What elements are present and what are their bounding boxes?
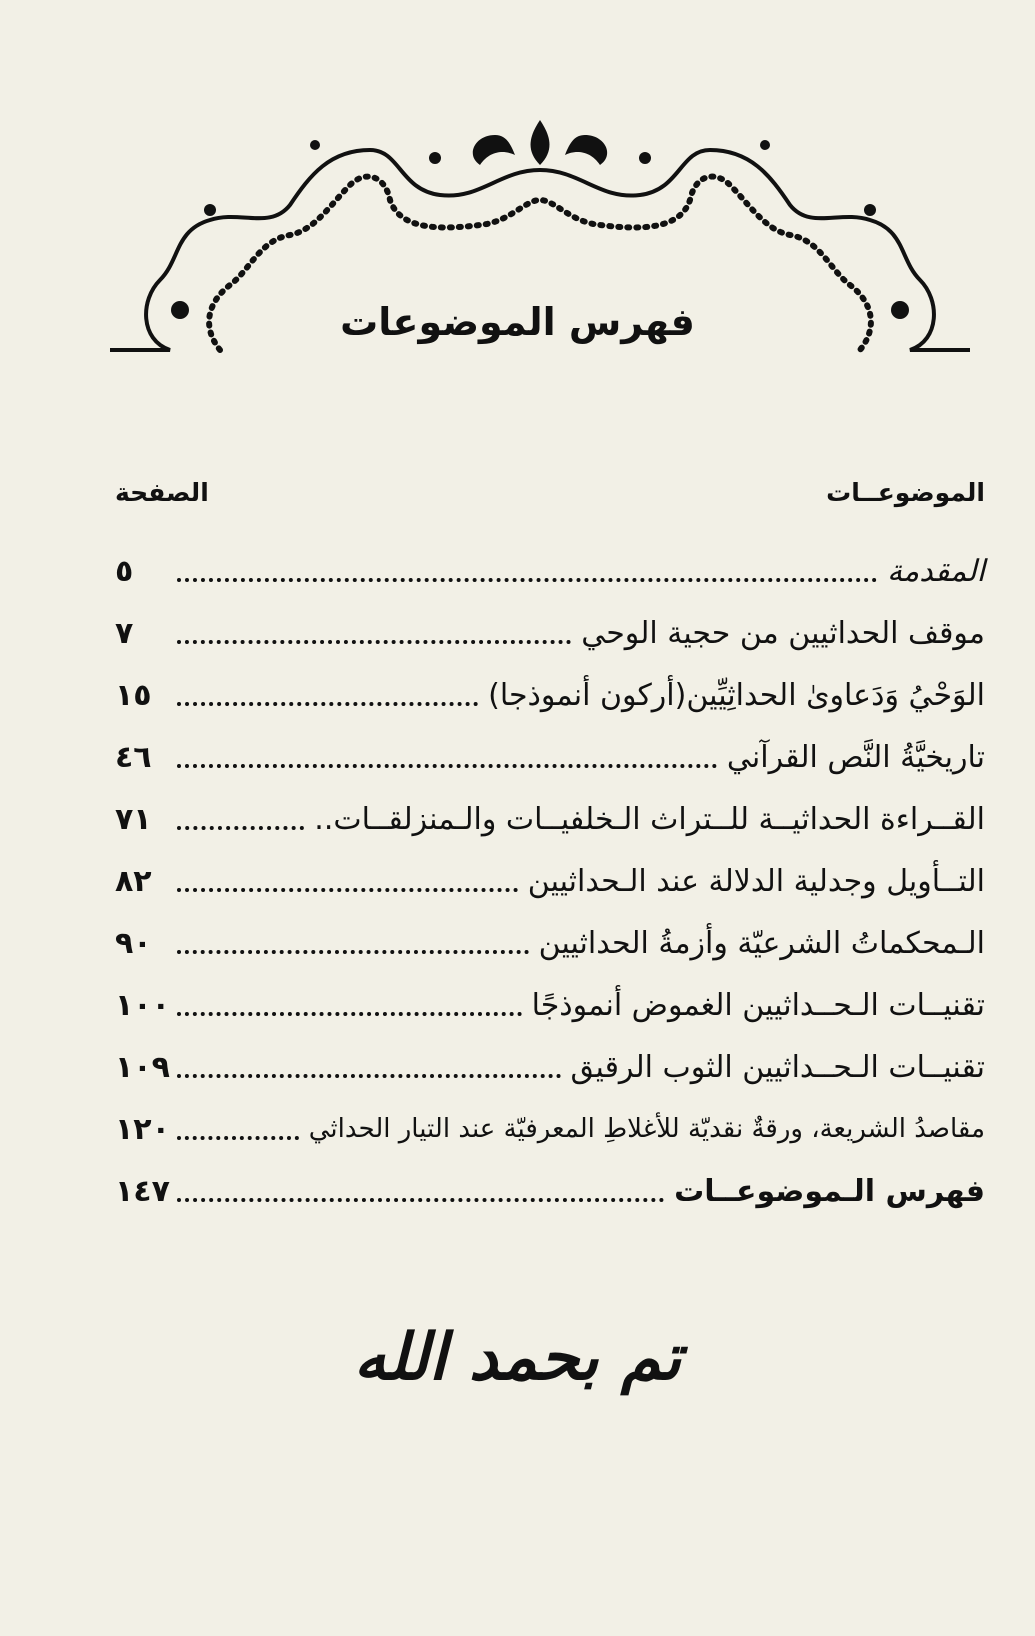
toc-entry[interactable] xyxy=(115,726,985,788)
toc-entry-label: تقنيــات الـحــداثيين الغموض أنموذجًا xyxy=(531,987,985,1023)
toc-entry-label: القــراءة الحداثيــة للــتراث الـخلفيــات والـمنزلقــات.. xyxy=(314,801,985,837)
dot-leader xyxy=(177,680,478,710)
toc-entry-page: ١٤٧ xyxy=(115,1173,170,1209)
toc-entry[interactable] xyxy=(115,788,985,850)
toc-entry-label: تقنيــات الـحــداثيين الثوب الرقيق xyxy=(570,1049,985,1085)
dot-leader xyxy=(177,928,529,958)
toc-entry-label: التــأويل وجدلية الدلالة عند الـحداثيين xyxy=(527,863,985,899)
toc-entry[interactable] xyxy=(115,850,985,912)
dot-leader xyxy=(177,1052,561,1082)
toc-entry-page: ٨٢ xyxy=(115,863,152,899)
closing-text: تم بحمد الله xyxy=(353,1320,682,1395)
toc-entry-page: ٤٦ xyxy=(115,739,152,775)
dot-leader xyxy=(177,1176,664,1206)
toc-entry-label: موقف الحداثيين من حجية الوحي xyxy=(581,615,985,651)
header-page: الصفحة xyxy=(115,478,209,507)
dot-leader xyxy=(177,556,877,586)
toc-entry-page: ٧ xyxy=(115,615,134,651)
toc-entry-label: مقاصدُ الشريعة، ورقةٌ نقديّة للأغلاطِ المعرفيّة عند التيار الحداثي xyxy=(308,1114,985,1144)
toc-entry-label: تاريخيَّةُ النَّص القرآني xyxy=(726,739,985,775)
dot-leader xyxy=(177,866,518,896)
page-title: فهرس الموضوعات xyxy=(340,300,695,344)
toc-header xyxy=(115,478,985,518)
dot-leader xyxy=(177,804,304,834)
toc-entry[interactable] xyxy=(115,602,985,664)
dot-leader xyxy=(177,618,571,648)
dot-leader xyxy=(177,742,717,772)
toc-entry-label: الـمحكماتُ الشرعيّة وأزمةُ الحداثيين xyxy=(538,925,985,961)
dot-leader xyxy=(177,990,522,1020)
toc-entry-label: الوَحْيُ وَدَعاوىٰ الحداثِيِّين(أركون أنموذجا) xyxy=(488,677,985,713)
table-of-contents xyxy=(115,540,985,1222)
toc-entry[interactable] xyxy=(115,1160,985,1222)
toc-entry[interactable] xyxy=(115,664,985,726)
header-topics: الموضوعــات xyxy=(826,478,985,507)
toc-entry-page: ١٠٩ xyxy=(115,1049,170,1085)
toc-entry-label: المقدمة xyxy=(887,553,985,589)
toc-entry-page: ٩٠ xyxy=(115,925,152,961)
toc-entry-label: فهرس الـموضوعــات xyxy=(674,1173,985,1209)
toc-entry-page: ١٥ xyxy=(115,677,152,713)
toc-entry[interactable] xyxy=(115,912,985,974)
toc-entry[interactable] xyxy=(115,540,985,602)
calligraphy-closing-icon xyxy=(0,1320,1035,1395)
toc-entry-page: ٧١ xyxy=(115,801,152,837)
toc-entry-page: ١٢٠ xyxy=(115,1111,170,1147)
toc-entry-page: ١٠٠ xyxy=(115,987,170,1023)
toc-entry-page: ٥ xyxy=(115,553,134,589)
toc-entry[interactable] xyxy=(115,974,985,1036)
toc-entry[interactable] xyxy=(115,1098,985,1160)
toc-entry[interactable] xyxy=(115,1036,985,1098)
dot-leader xyxy=(177,1114,299,1144)
